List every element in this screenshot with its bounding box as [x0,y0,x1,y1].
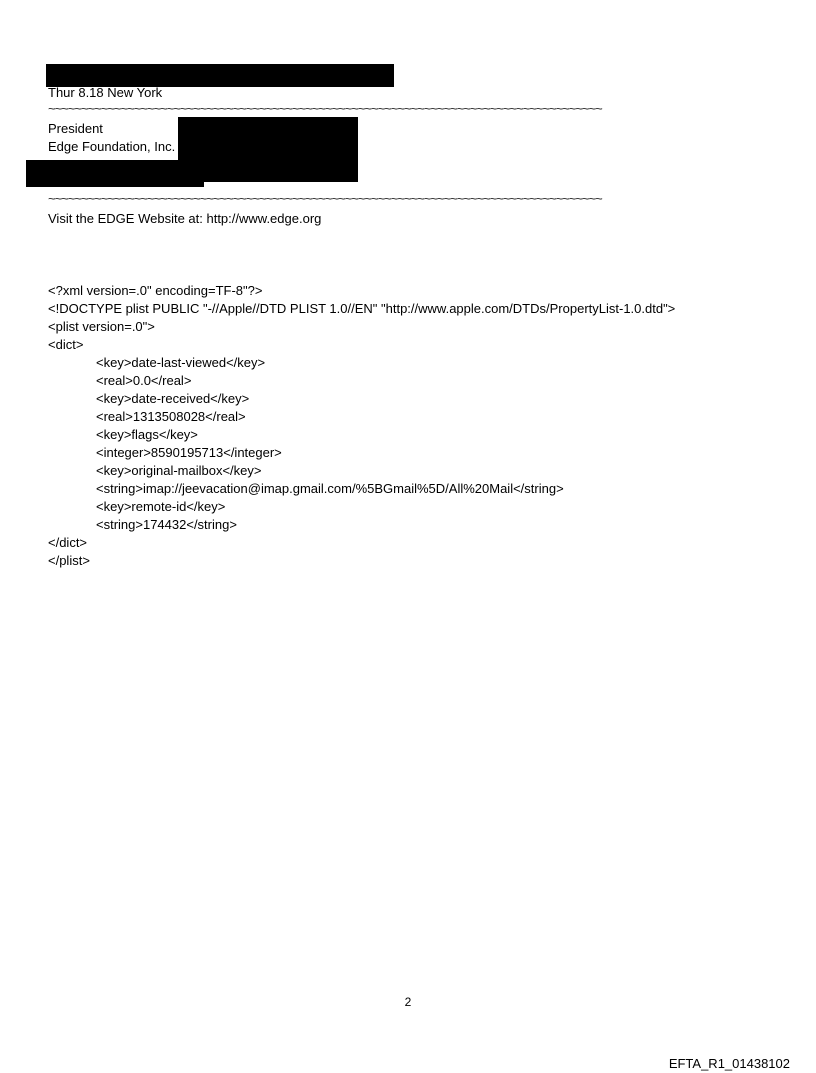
signature-title: President [48,121,103,136]
xml-dict-line: <string>174432</string> [96,517,237,532]
document-id: EFTA_R1_01438102 [668,1056,790,1071]
page-number: 2 [404,995,412,1009]
xml-plist-close: </plist> [48,553,90,568]
dateline: Thur 8.18 New York [48,85,163,100]
separator-bottom: ~~~~~~~~~~~~~~~~~~~~~~~~~~~~~~~~~~~~~~~~~~~~~~~~~~~~~~~~~~~~~~~~~~~~~~~~~~~~~~~~~~~~ [48,191,602,206]
xml-dict-close: </dict> [48,535,88,550]
redaction-block-left [26,160,204,187]
xml-plist-open: <plist version=.0"> [48,319,155,334]
xml-dict-line: <key>flags</key> [96,427,198,442]
xml-dict-line: <key>remote-id</key> [96,499,226,514]
xml-dict-open: <dict> [48,337,84,352]
xml-dict-line: <key>original-mailbox</key> [96,463,262,478]
xml-dict-line: <real>1313508028</real> [96,409,246,424]
xml-dict-line: <integer>8590195713</integer> [96,445,282,460]
separator-top: ~~~~~~~~~~~~~~~~~~~~~~~~~~~~~~~~~~~~~~~~~~~~~~~~~~~~~~~~~~~~~~~~~~~~~~~~~~~~~~~~~~~~ [48,101,602,116]
xml-dict-line: <key>date-received</key> [96,391,250,406]
signature-org: Edge Foundation, Inc. [48,139,176,154]
xml-declaration: <?xml version=.0" encoding=TF-8"?> [48,283,263,298]
visit-website-text: Visit the EDGE Website at: http://www.edge.org [48,211,322,226]
xml-doctype: <!DOCTYPE plist PUBLIC "-//Apple//DTD PLIST 1.0//EN" "http://www.apple.com/DTDs/PropertyList-1.0.dtd"> [48,301,676,316]
xml-dict-line: <string>imap://jeevacation@imap.gmail.com/%5BGmail%5D/All%20Mail</string> [96,481,564,496]
redaction-block-middle [178,117,358,182]
xml-dict-line: <key>date-last-viewed</key> [96,355,266,370]
xml-dict-line: <real>0.0</real> [96,373,192,388]
